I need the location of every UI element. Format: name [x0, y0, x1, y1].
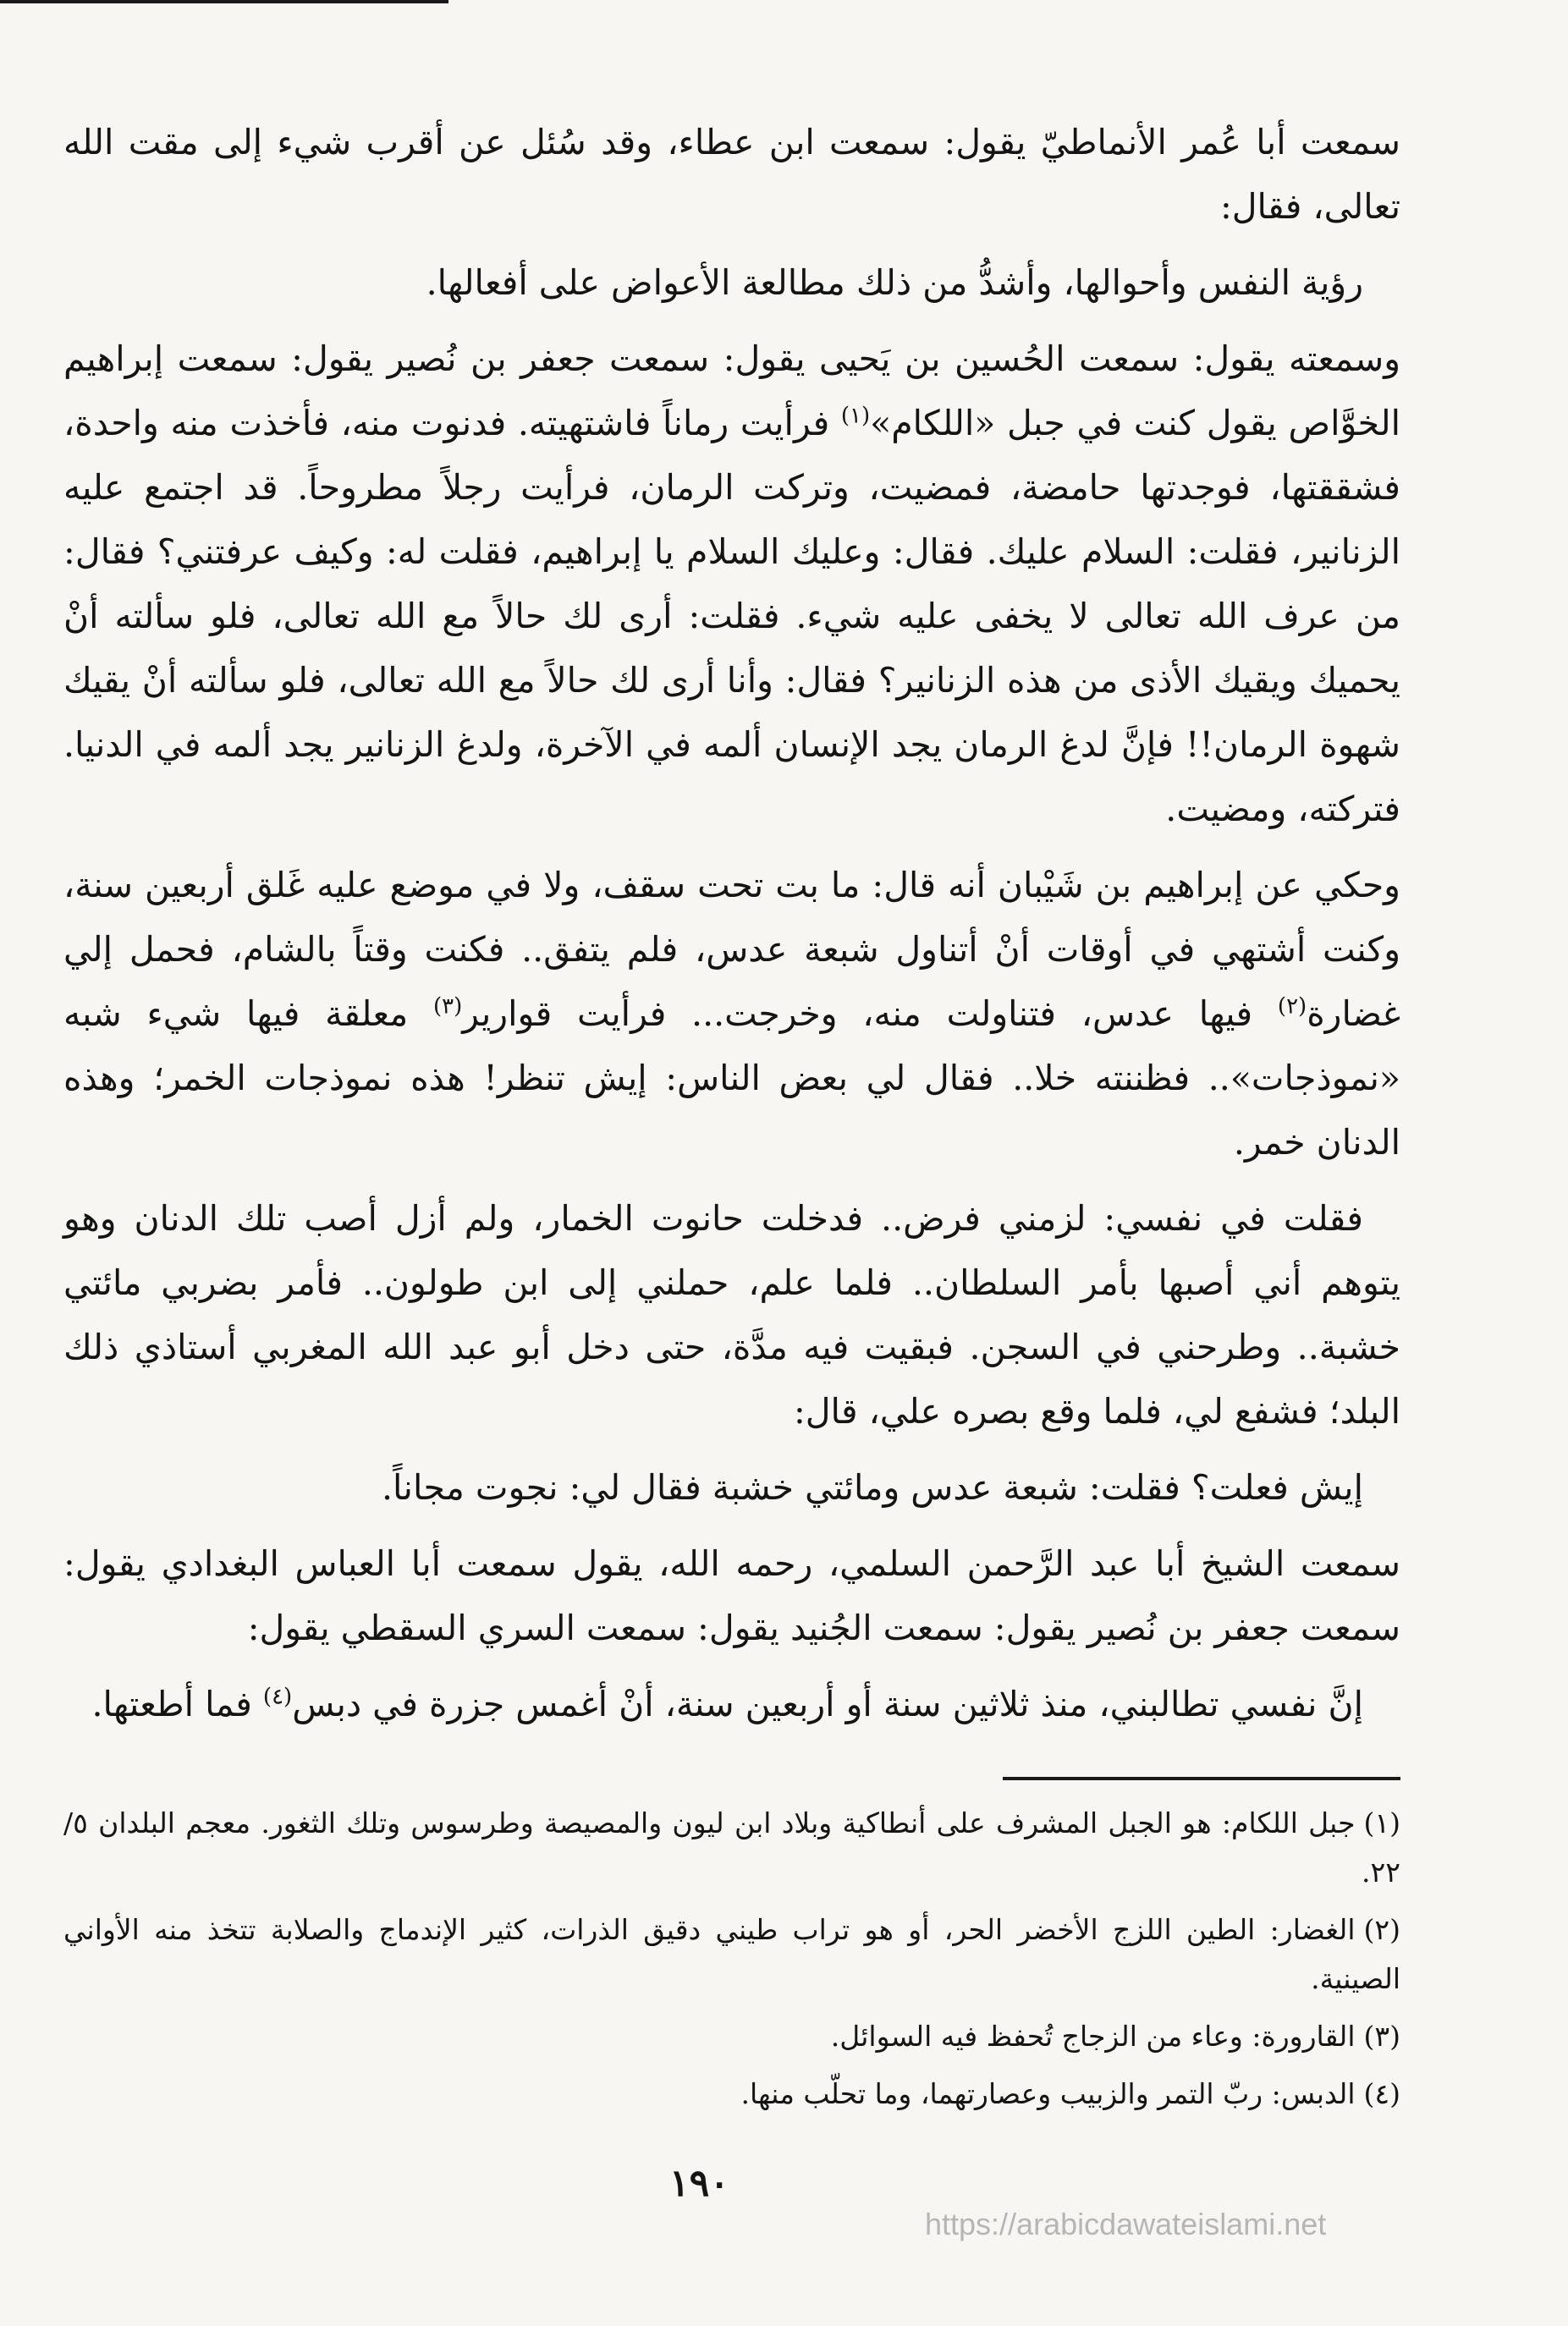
footnote-4: (٤)الدبس: ربّ التمر والزبيب وعصارتهما، وما تحلّب منها.: [740, 2077, 1400, 2110]
footnote-mark-2[interactable]: (٢): [1277, 993, 1307, 1020]
footnote-2: (٢)الغضار: الطين اللزج الأخضر الحر، أو هو تراب طيني دقيق الذرات، كثير الإندماج والصلابة تتخذ منه الأواني الصينية.: [63, 1913, 1400, 1995]
watermark-url: https://arabicdawateislami.net: [925, 2207, 1327, 2241]
footnote-separator: [1003, 1777, 1400, 1780]
quote-2: إيش فعلت؟ فقلت: شبعة عدس ومائتي خشبة فقال لي: نجوت مجاناً.: [382, 1467, 1363, 1508]
footnote-1: (١)جبل اللكام: هو الجبل المشرف على أنطاكية وبلاد ابن ليون والمصيصة وطرسوس وتلك الثغور. معجم البلدان ٥/ ٢٢.: [63, 1806, 1400, 1889]
paragraph-4: فقلت في نفسي: لزمني فرض.. فدخلت حانوت الخمار، ولم أزل أصب تلك الدنان وهو يتوهم أني أصبها بأمر السلطان.. فلما علم، حملني إلى ابن طولون.. فأمر بضربي مائتي خشبة.. وطرحني في السجن. فبقيت فيه مدَّة، حتى دخل أبو عبد الله المغربي أستاذي ذلك البلد؛ فشفع لي، فلما وقع بصره علي، قال:: [63, 1198, 1400, 1432]
page-body: [63, 110, 1400, 2127]
footnote-mark-3[interactable]: (٣): [432, 993, 463, 1020]
paragraph-5: سمعت الشيخ أبا عبد الرَّحمن السلمي، رحمه الله، يقول سمعت أبا العباس البغدادي يقول: سمعت جعفر بن نُصير يقول: سمعت الجُنيد يقول: سمعت السري السقطي يقول:: [63, 1543, 1400, 1648]
top-rule: [0, 0, 448, 3]
page-number: ١٩٠: [669, 2162, 729, 2205]
footnote-mark-4[interactable]: (٤): [262, 1684, 293, 1710]
paragraph-2: وسمعته يقول: سمعت الحُسين بن يَحيى يقول: سمعت جعفر بن نُصير يقول: سمعت إبراهيم الخوَّاص يقول كنت في جبل «اللكام»$^{(١)}$ فرأيت رماناً فاشتهيته. فدنوت منه، فأخذت منه واحدة، فشققتها، فوجدتها حامضة، فمضيت، وتركت الرمان، فرأيت رجلاً مطروحاً. قد اجتمع عليه الزنانير، فقلت: السلام عليك. فقال: وعليك السلام يا إبراهيم، فقلت له: وكيف عرفتني؟ فقال: من عرف الله تعالى لا يخفى عليه شيء. فقلت: أرى لك حالاً مع الله تعالى، فلو سألته أنْ يحميك ويقيك الأذى من هذه الزنانير؟ فقال: وأنا أرى لك حالاً مع الله تعالى، فلو سألته أنْ يقيك شهوة الرمان!! فإنَّ لدغ الرمان يجد الإنسان ألمه في الآخرة، ولدغ الزنانير يجد ألمه في الدنيا. فتركته، ومضيت.: [63, 338, 1401, 829]
paragraph-1: سمعت أبا عُمر الأنماطيّ يقول: سمعت ابن عطاء، وقد سُئل عن أقرب شيء إلى مقت الله تعالى، فقال:: [63, 122, 1400, 227]
quote-1: رؤية النفس وأحوالها، وأشدُّ من ذلك مطالعة الأعواض على أفعالها.: [426, 262, 1363, 303]
footnote-mark-1[interactable]: (١): [840, 403, 871, 429]
footnote-3: (٣)القارورة: وعاء من الزجاج تُحفظ فيه السوائل.: [830, 2020, 1400, 2053]
footnotes: [63, 1799, 1400, 2119]
paragraph-3: وحكي عن إبراهيم بن شَيْبان أنه قال: ما بت تحت سقف، ولا في موضع عليه غَلق أربعين سنة، وكنت أشتهي في أوقات أنْ أتناول شبعة عدس، فلم يتفق.. فكنت وقتاً بالشام، فحمل إلي غضارة$^{(٢)}$ فيها عدس، فتناولت منه، وخرجت... فرأيت قوارير$^{(٣)}$ معلقة فيها شيء شبه «نموذجات».. فظننته خلا.. فقال لي بعض الناس: إيش تنظر! هذه نموذجات الخمر؛ وهذه الدنان خمر.: [63, 865, 1400, 1163]
quote-3: إنَّ نفسي تطالبني، منذ ثلاثين سنة أو أربعين سنة، أنْ أغمس جزرة في دبس$^{(٤)}$ فما أطعتها.: [91, 1684, 1363, 1724]
